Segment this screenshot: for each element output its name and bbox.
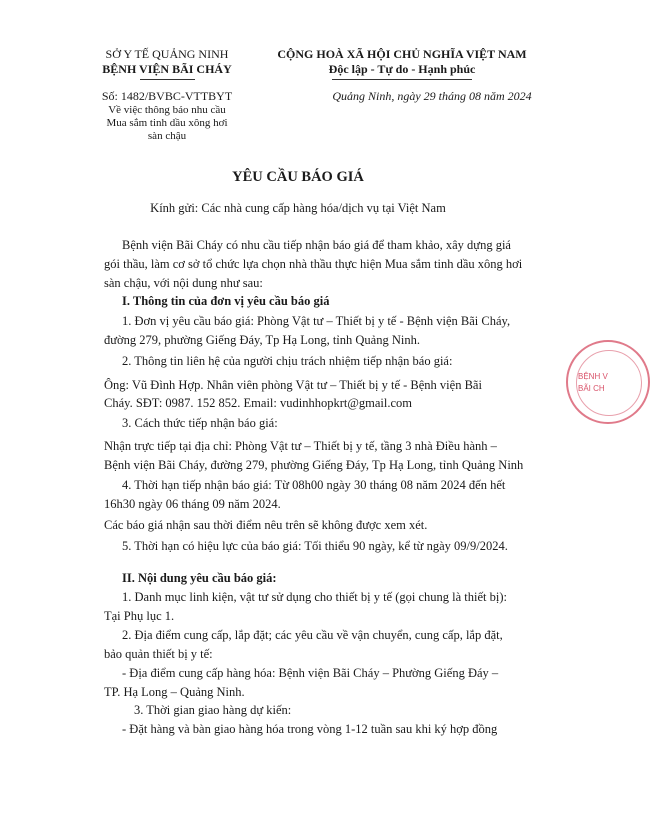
header-underline-left [140, 79, 195, 80]
section-2-line: - Địa điểm cung cấp hàng hóa: Bệnh viện Bãi Cháy – Phường Giếng Đáy – [122, 666, 499, 680]
section-2-line: Tại Phụ lục 1. [104, 609, 175, 623]
section-1-line: 5. Thời hạn có hiệu lực của báo giá: Tối thiểu 90 ngày, kể từ ngày 09/9/2024. [122, 539, 508, 553]
section-1-line: 2. Thông tin liên hệ của người chịu trách nhiệm tiếp nhận báo giá: [122, 354, 453, 368]
section-1-line: 16h30 ngày 06 tháng 09 năm 2024. [104, 497, 281, 511]
intro-line-3: sàn chậu, với nội dung như sau: [104, 276, 263, 290]
org-name-hospital: BỆNH VIỆN BÃI CHÁY [102, 62, 232, 76]
hospital-stamp [566, 340, 650, 424]
section-2-line: - Đặt hàng và bàn giao hàng hóa trong vòng 1-12 tuần sau khi ký hợp đồng [122, 722, 498, 736]
document-title: YÊU CẦU BÁO GIÁ [232, 169, 364, 185]
section-2-line: 3. Thời gian giao hàng dự kiến: [134, 703, 292, 717]
recipient-line: Kính gửi: Các nhà cung cấp hàng hóa/dịch vụ tại Việt Nam [150, 201, 446, 215]
stamp-text-line-1: BỆNH V [578, 372, 608, 381]
section-1-line: Cháy. SĐT: 0987. 152 852. Email: vudinhhopkrt@gmail.com [104, 396, 412, 410]
section-2-line: 2. Địa điểm cung cấp, lắp đặt; các yêu cầu về vận chuyển, cung cấp, lắp đặt, [122, 628, 503, 642]
national-title: CỘNG HOÀ XÃ HỘI CHỦ NGHĨA VIỆT NAM [277, 47, 527, 61]
national-motto: Độc lập - Tự do - Hạnh phúc [328, 62, 476, 76]
section-2-heading: II. Nội dung yêu cầu báo giá: [122, 571, 277, 585]
section-1-line: Nhận trực tiếp tại địa chỉ: Phòng Vật tư – Thiết bị y tế, tầng 3 nhà Điều hành – [104, 439, 497, 453]
section-2-line: bảo quản thiết bị y tế: [104, 647, 213, 661]
section-1-line: Các báo giá nhận sau thời điểm nêu trên sẽ không được xem xét. [104, 518, 428, 532]
subject-line-3: sàn chậu [147, 130, 187, 142]
org-name-department: SỞ Y TẾ QUẢNG NINH [105, 47, 229, 61]
document-date: Quảng Ninh, ngày 29 tháng 08 năm 2024 [332, 89, 532, 103]
stamp-text-line-2: BÃI CH [578, 384, 605, 393]
document-number: Số: 1482/BVBC-VTTBYT [101, 89, 233, 103]
section-1-line: 3. Cách thức tiếp nhận báo giá: [122, 416, 278, 430]
section-1-heading: I. Thông tin của đơn vị yêu cầu báo giá [122, 294, 330, 308]
intro-line-2: gói thầu, làm cơ sở tổ chức lựa chọn nhà thầu thực hiện Mua sắm tinh dầu xông hơi [104, 257, 523, 271]
section-1-line: 4. Thời hạn tiếp nhận báo giá: Từ 08h00 ngày 30 tháng 08 năm 2024 đến hết [122, 478, 506, 492]
intro-line-1: Bệnh viện Bãi Cháy có nhu cầu tiếp nhận báo giá để tham khảo, xây dựng giá [122, 238, 511, 252]
stamp-inner-ring [576, 350, 642, 416]
subject-line-1: Về việc thông báo nhu cầu [108, 104, 226, 116]
section-1-line: Ông: Vũ Đình Hợp. Nhân viên phòng Vật tư – Thiết bị y tế - Bệnh viện Bãi [104, 378, 482, 392]
section-1-line: đường 279, phường Giếng Đáy, Tp Hạ Long, tỉnh Quảng Ninh. [104, 333, 420, 347]
section-2-line: TP. Hạ Long – Quảng Ninh. [104, 685, 245, 699]
header-underline-right [332, 79, 472, 80]
section-1-line: Bệnh viện Bãi Cháy, đường 279, phường Giếng Đáy, Tp Hạ Long, tỉnh Quảng Ninh [104, 458, 524, 472]
section-2-line: 1. Danh mục linh kiện, vật tư sử dụng cho thiết bị y tế (gọi chung là thiết bị): [122, 590, 508, 604]
section-1-line: 1. Đơn vị yêu cầu báo giá: Phòng Vật tư – Thiết bị y tế - Bệnh viện Bãi Cháy, [122, 314, 511, 328]
subject-line-2: Mua sắm tinh dầu xông hơi [106, 117, 228, 129]
